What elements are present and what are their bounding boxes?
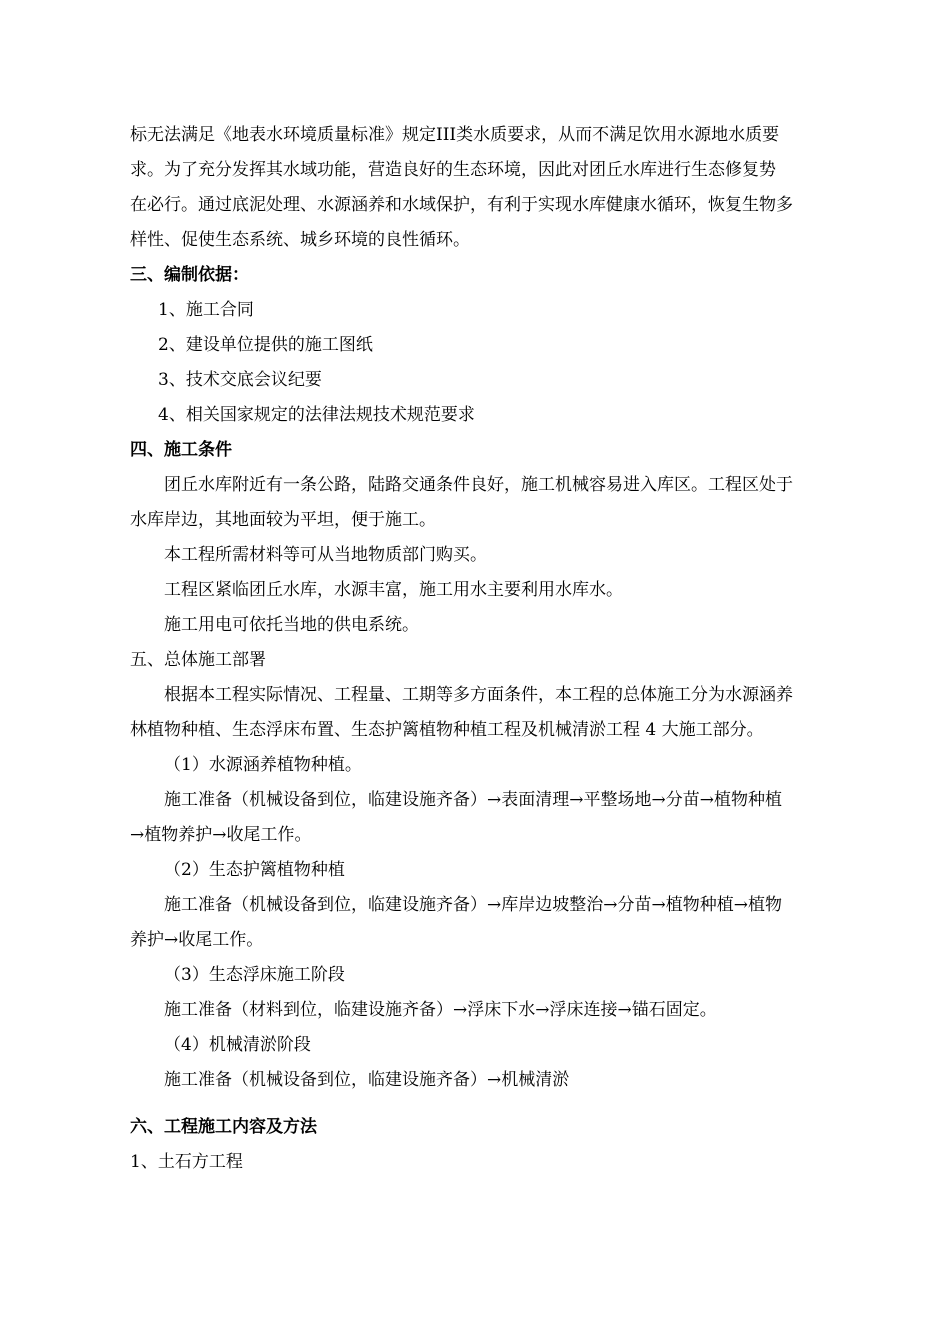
basis-item-2: 2、建设单位提供的施工图纸 <box>158 335 373 355</box>
intro-line-1: 标无法满足《地表水环境质量标准》规定III类水质要求，从而不满足饮用水源地水质要 <box>130 125 780 145</box>
step-1-flow-line-1: 施工准备（机械设备到位，临建设施齐备）→表面清理→平整场地→分苗→植物种植 <box>164 790 782 810</box>
conditions-paragraph-4: 施工用电可依托当地的供电系统。 <box>164 615 419 635</box>
basis-item-1: 1、施工合同 <box>158 300 254 320</box>
section-5-heading: 五、总体施工部署 <box>130 650 266 670</box>
basis-item-3: 3、技术交底会议纪要 <box>158 370 322 390</box>
intro-line-3: 在必行。通过底泥处理、水源涵养和水域保护，有利于实现水库健康水循环，恢复生物多 <box>130 195 793 215</box>
section-4-heading: 四、施工条件 <box>130 440 232 460</box>
step-2-flow-line-2: 养护→收尾工作。 <box>130 930 264 950</box>
conditions-paragraph-3: 工程区紧临团丘水库，水源丰富，施工用水主要利用水库水。 <box>164 580 623 600</box>
step-3-flow: 施工准备（材料到位，临建设施齐备）→浮床下水→浮床连接→锚石固定。 <box>164 1000 717 1020</box>
conditions-paragraph-2: 本工程所需材料等可从当地物质部门购买。 <box>164 545 487 565</box>
step-1-flow-line-2: →植物养护→收尾工作。 <box>130 825 312 845</box>
basis-item-4: 4、相关国家规定的法律法规技术规范要求 <box>158 405 475 425</box>
section-6-item-1: 1、土石方工程 <box>130 1152 243 1172</box>
step-2-title: （2）生态护篱植物种植 <box>164 860 345 880</box>
intro-line-2: 求。为了充分发挥其水域功能，营造良好的生态环境，因此对团丘水库进行生态修复势 <box>130 160 776 180</box>
deployment-paragraph-line-2: 林植物种植、生态浮床布置、生态护篱植物种植工程及机械清淤工程 4 大施工部分。 <box>130 720 764 740</box>
intro-line-4: 样性、促使生态系统、城乡环境的良性循环。 <box>130 230 470 250</box>
section-6-heading: 六、工程施工内容及方法 <box>130 1117 317 1137</box>
conditions-paragraph-1-line-1: 团丘水库附近有一条公路，陆路交通条件良好，施工机械容易进入库区。工程区处于 <box>164 475 793 495</box>
step-1-title: （1）水源涵养植物种植。 <box>164 755 362 775</box>
step-3-title: （3）生态浮床施工阶段 <box>164 965 345 985</box>
step-4-title: （4）机械清淤阶段 <box>164 1035 311 1055</box>
step-2-flow-line-1: 施工准备（机械设备到位，临建设施齐备）→库岸边坡整治→分苗→植物种植→植物 <box>164 895 782 915</box>
conditions-paragraph-1-line-2: 水库岸边，其地面较为平坦，便于施工。 <box>130 510 436 530</box>
step-4-flow: 施工准备（机械设备到位，临建设施齐备）→机械清淤 <box>164 1070 570 1090</box>
section-spacer <box>130 1098 865 1110</box>
section-3-heading: 三、编制依据： <box>130 265 249 285</box>
document-page <box>130 118 865 1180</box>
deployment-paragraph-line-1: 根据本工程实际情况、工程量、工期等多方面条件，本工程的总体施工分为水源涵养 <box>164 685 793 705</box>
